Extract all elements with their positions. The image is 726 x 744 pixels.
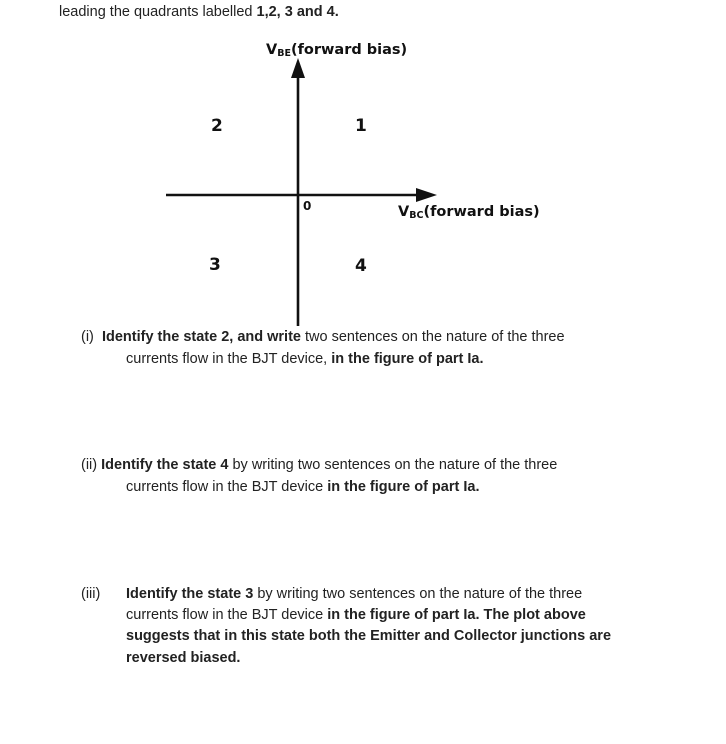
question-iii-number: (iii): [81, 586, 101, 602]
question-i-line2-bold: in the figure of part Ia.: [331, 351, 484, 367]
question-i-line2: [126, 349, 484, 370]
question-i-line2-text: currents flow in the BJT device,: [126, 351, 332, 367]
quadrant-4-label: 4: [355, 256, 367, 276]
quadrant-1-label: 1: [355, 116, 367, 136]
question-ii: [81, 455, 557, 476]
y-axis-arrowhead: [291, 58, 305, 78]
intro-prefix: leading the quadrants labelled: [59, 4, 257, 20]
question-ii-line2: [126, 477, 479, 498]
x-axis-label-rest: (forward bias): [423, 204, 540, 220]
question-i-lead: Identify the state 2, and write: [101, 329, 301, 345]
y-axis-label-sub: BE: [277, 48, 291, 59]
intro-line: [59, 2, 339, 23]
origin-label: 0: [303, 199, 312, 213]
x-axis-label-sub: BC: [409, 210, 424, 221]
question-iii: [126, 584, 582, 605]
x-axis-label: [398, 204, 540, 221]
question-i-number: (i): [81, 329, 94, 345]
y-axis-label-rest: (forward bias): [290, 42, 408, 58]
question-i-text: two sentences on the nature of the three: [300, 329, 565, 345]
question-iii-line2: [126, 605, 586, 626]
question-iii-lead: Identify the state 3: [126, 586, 254, 602]
question-iii-line2-text: currents flow in the BJT device: [126, 607, 328, 623]
question-iii-text: by writing two sentences on the nature of the three: [253, 586, 583, 602]
quadrant-3-label: 3: [209, 255, 221, 275]
x-axis-label-v: V: [398, 204, 410, 220]
quadrant-2-label: 2: [211, 116, 223, 136]
question-ii-number: (ii): [81, 457, 98, 473]
question-iii-line2-bold: in the figure of part Ia. The plot above: [327, 607, 586, 623]
question-i: [81, 327, 565, 348]
question-ii-line2-text: currents flow in the BJT device: [126, 479, 328, 495]
question-ii-lead: Identify the state 4: [101, 457, 229, 473]
question-ii-line2-bold: in the figure of part Ia.: [327, 479, 480, 495]
question-ii-text: by writing two sentences on the nature of the three: [228, 457, 558, 473]
intro-quadrant-labels: 1,2, 3 and 4.: [256, 4, 339, 20]
x-axis-arrowhead: [416, 188, 437, 202]
question-iii-line4: reversed biased.: [126, 650, 241, 666]
y-axis-label-v: V: [266, 42, 278, 58]
question-iii-line3: suggests that in this state both the Emitter and Collector junctions are: [126, 628, 612, 644]
y-axis-label: [266, 42, 407, 59]
